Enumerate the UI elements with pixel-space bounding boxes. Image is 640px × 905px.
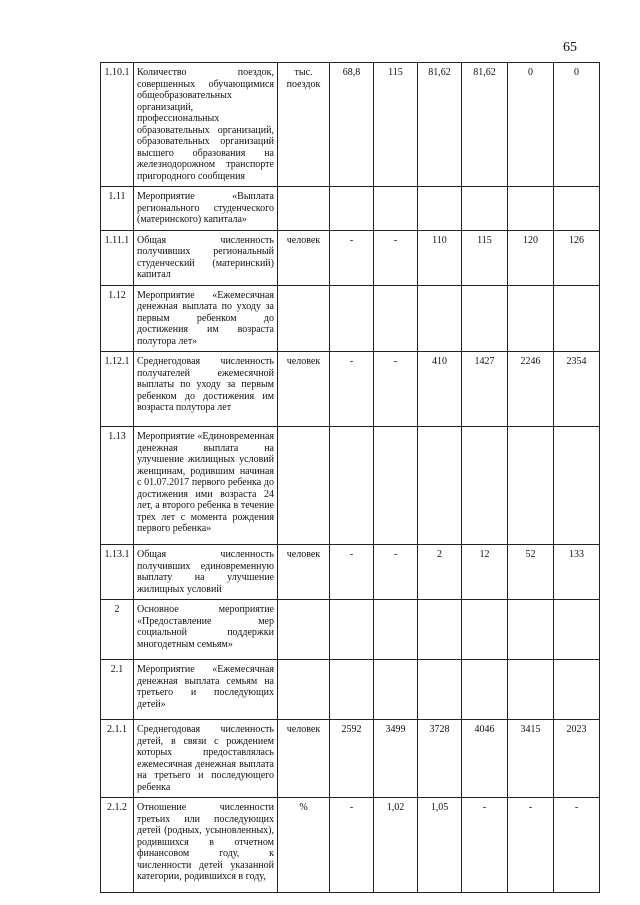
row-value-3 — [418, 285, 462, 352]
row-value-5: 2246 — [508, 352, 554, 427]
row-value-5: 0 — [508, 63, 554, 187]
row-value-5 — [508, 660, 554, 720]
row-value-1 — [330, 285, 374, 352]
row-value-3: 3728 — [418, 720, 462, 798]
row-value-1: - — [330, 230, 374, 285]
row-value-3: 110 — [418, 230, 462, 285]
row-unit — [278, 187, 330, 231]
table-row — [101, 285, 600, 352]
row-value-3 — [418, 427, 462, 545]
row-value-6: 2354 — [554, 352, 600, 427]
row-value-2 — [374, 427, 418, 545]
row-value-2: - — [374, 230, 418, 285]
row-name: Мероприятие «Ежемесячная денежная выплата по уходу за первым ребенком до достижения им возраста полутора лет» — [134, 285, 278, 352]
row-value-6 — [554, 187, 600, 231]
row-value-2: 115 — [374, 63, 418, 187]
table-row — [101, 720, 600, 798]
row-value-1: - — [330, 352, 374, 427]
row-unit — [278, 285, 330, 352]
row-value-6: 133 — [554, 545, 600, 600]
row-value-2: - — [374, 352, 418, 427]
row-value-1: 2592 — [330, 720, 374, 798]
row-unit — [278, 427, 330, 545]
row-value-6 — [554, 285, 600, 352]
row-value-1 — [330, 187, 374, 231]
row-value-6: 2023 — [554, 720, 600, 798]
row-value-4: 12 — [462, 545, 508, 600]
row-value-2 — [374, 187, 418, 231]
row-number: 1.12 — [101, 285, 134, 352]
row-number: 1.12.1 — [101, 352, 134, 427]
row-unit: человек — [278, 230, 330, 285]
row-value-5: - — [508, 798, 554, 893]
row-value-4 — [462, 660, 508, 720]
row-value-6: - — [554, 798, 600, 893]
table-row — [101, 427, 600, 545]
indicators-table — [100, 62, 600, 893]
row-unit: тыс. поездок — [278, 63, 330, 187]
row-value-2: - — [374, 545, 418, 600]
row-value-4: 4046 — [462, 720, 508, 798]
row-value-4: - — [462, 798, 508, 893]
row-name: Мероприятие «Ежемесячная денежная выплата семьям на третьего и последующих детей» — [134, 660, 278, 720]
row-value-1: - — [330, 798, 374, 893]
row-value-3: 1,05 — [418, 798, 462, 893]
row-value-6 — [554, 600, 600, 660]
row-name: Общая численность получивших региональный студенческий (материнский) капитал — [134, 230, 278, 285]
row-value-5 — [508, 285, 554, 352]
row-value-1: 68,8 — [330, 63, 374, 187]
row-name: Отношение численности третьих или последующих детей (родных, усыновленных), родившихся в отчетном финансовом году, к численности детей указанной категории, родившихся в году, — [134, 798, 278, 893]
row-value-3: 410 — [418, 352, 462, 427]
table-row — [101, 63, 600, 187]
page-number: 65 — [563, 40, 577, 55]
row-value-1: - — [330, 545, 374, 600]
table-row — [101, 600, 600, 660]
row-value-4 — [462, 285, 508, 352]
row-number: 2.1.1 — [101, 720, 134, 798]
row-value-3 — [418, 187, 462, 231]
row-number: 1.13 — [101, 427, 134, 545]
row-number: 2.1 — [101, 660, 134, 720]
row-value-2 — [374, 600, 418, 660]
row-unit — [278, 600, 330, 660]
row-number: 1.11 — [101, 187, 134, 231]
row-number: 1.11.1 — [101, 230, 134, 285]
row-value-1 — [330, 427, 374, 545]
row-value-5: 3415 — [508, 720, 554, 798]
row-number: 2.1.2 — [101, 798, 134, 893]
row-value-2: 1,02 — [374, 798, 418, 893]
row-value-4 — [462, 187, 508, 231]
row-value-5 — [508, 600, 554, 660]
row-name: Мероприятие «Единовременная денежная выплата на улучшение жилищных условий женщинам, родившим начиная с 01.07.2017 первого ребенка до достижения ими возраста 24 лет, а второго ребенка в течение трех лет с момента рождения первого ребенка» — [134, 427, 278, 545]
row-value-6: 0 — [554, 63, 600, 187]
row-value-3: 2 — [418, 545, 462, 600]
table-row — [101, 798, 600, 893]
row-value-5: 120 — [508, 230, 554, 285]
row-value-4 — [462, 600, 508, 660]
row-value-4: 1427 — [462, 352, 508, 427]
row-value-2 — [374, 660, 418, 720]
row-number: 1.13.1 — [101, 545, 134, 600]
row-value-1 — [330, 660, 374, 720]
row-value-3: 81,62 — [418, 63, 462, 187]
row-value-5 — [508, 427, 554, 545]
table-row — [101, 352, 600, 427]
row-unit: человек — [278, 545, 330, 600]
table-row — [101, 545, 600, 600]
row-name: Мероприятие «Выплата регионального студенческого (материнского) капитала» — [134, 187, 278, 231]
row-value-4: 115 — [462, 230, 508, 285]
row-unit: % — [278, 798, 330, 893]
row-value-2: 3499 — [374, 720, 418, 798]
row-unit: человек — [278, 720, 330, 798]
row-value-4: 81,62 — [462, 63, 508, 187]
table-row — [101, 230, 600, 285]
row-value-5 — [508, 187, 554, 231]
row-value-2 — [374, 285, 418, 352]
row-name: Количество поездок, совершенных обучающимися общеобразовательных организаций, профессиональных образовательных организаций, образовательных организаций высшего образования на железнодорожном транспорте пригородного сообщения — [134, 63, 278, 187]
row-name: Основное мероприятие «Предоставление мер социальной поддержки многодетным семьям» — [134, 600, 278, 660]
row-number: 1.10.1 — [101, 63, 134, 187]
row-value-1 — [330, 600, 374, 660]
table-row — [101, 660, 600, 720]
row-unit — [278, 660, 330, 720]
row-value-4 — [462, 427, 508, 545]
row-value-3 — [418, 600, 462, 660]
table-row — [101, 187, 600, 231]
row-unit: человек — [278, 352, 330, 427]
row-name: Общая численность получивших единовременную выплату на улучшение жилищных условий — [134, 545, 278, 600]
row-value-3 — [418, 660, 462, 720]
row-value-6 — [554, 427, 600, 545]
row-name: Среднегодовая численность детей, в связи с рождением которых предоставлялась ежемесячная денежная выплата на третьего и последующего ребенка — [134, 720, 278, 798]
row-name: Среднегодовая численность получателей ежемесячной выплаты по уходу за первым ребенком до достижения им возраста полутора лет — [134, 352, 278, 427]
row-number: 2 — [101, 600, 134, 660]
row-value-6 — [554, 660, 600, 720]
row-value-6: 126 — [554, 230, 600, 285]
row-value-5: 52 — [508, 545, 554, 600]
